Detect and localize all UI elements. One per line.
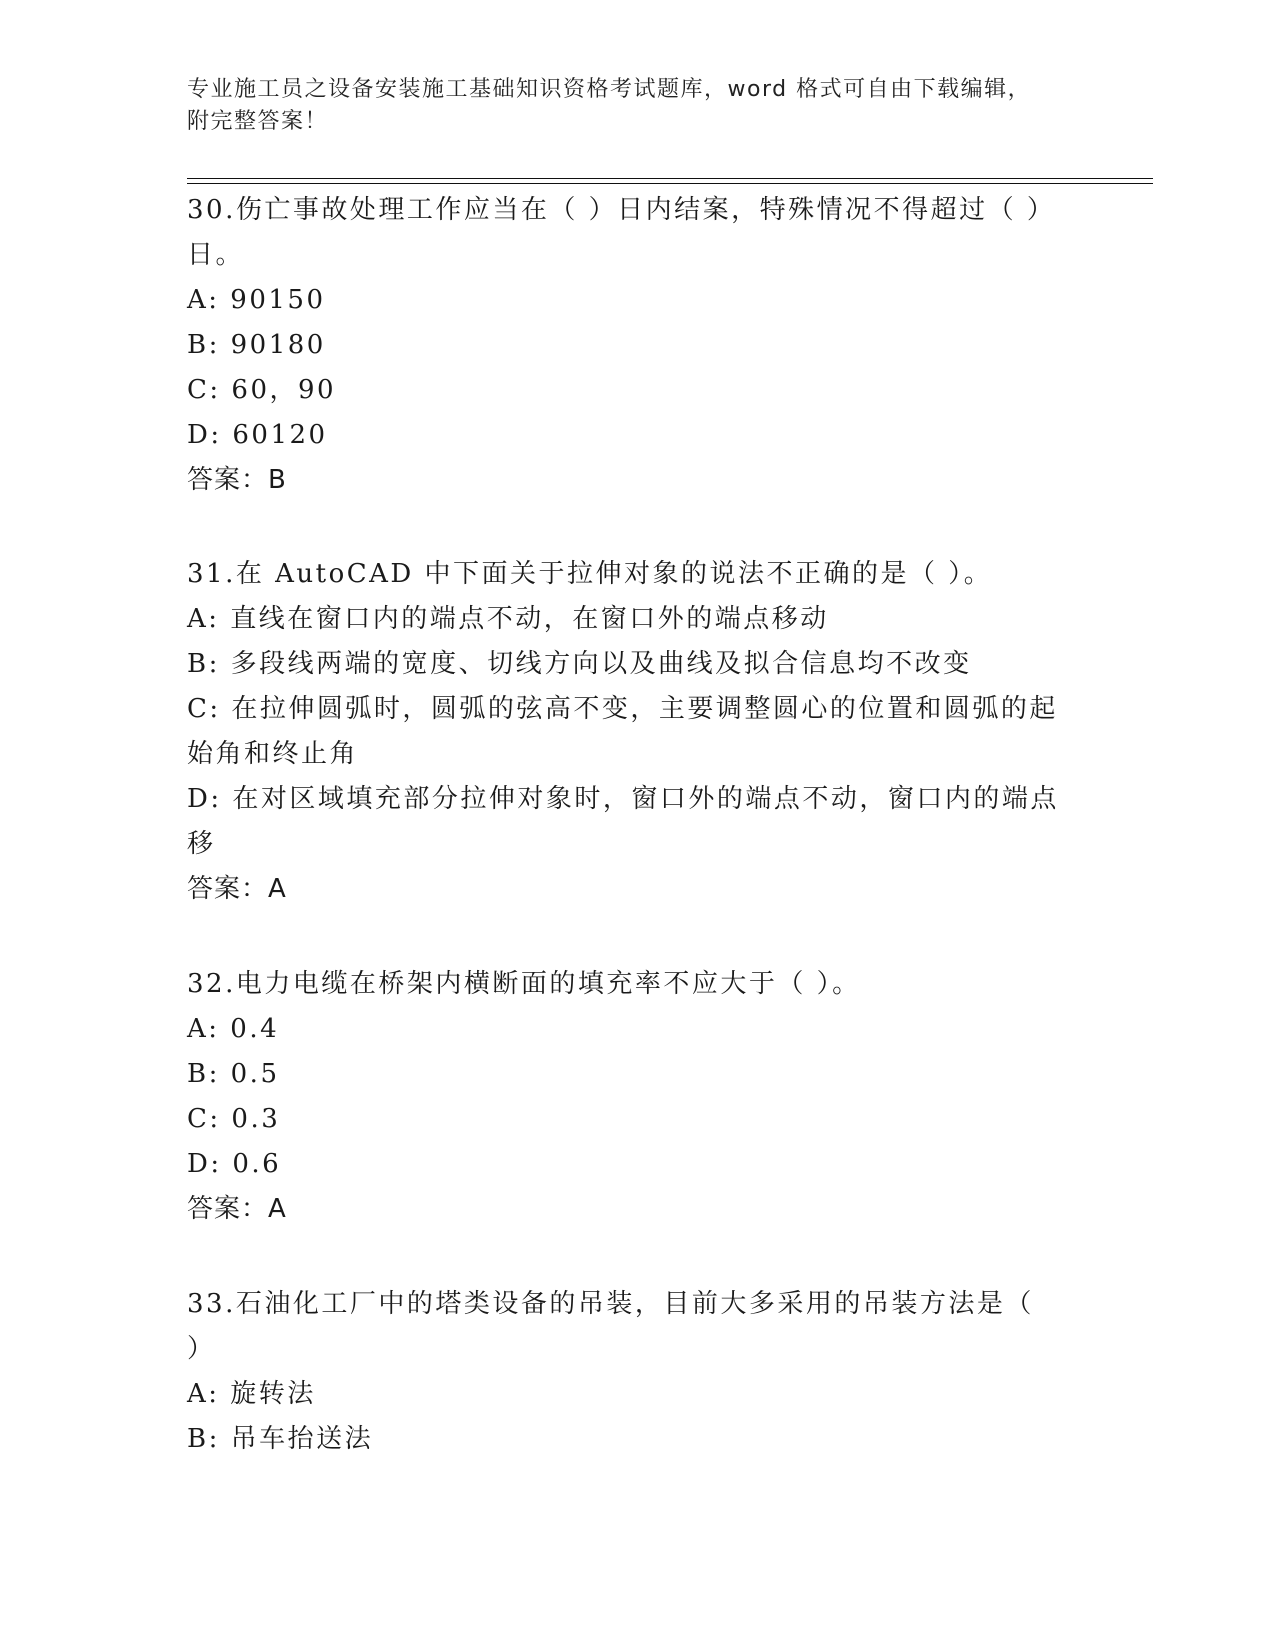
option-c-continued: 始角和终止角 (187, 739, 359, 769)
header-line-1: 专业施工员之设备安装施工基础知识资格考试题库，word 格式可自由下载编辑， (187, 77, 1032, 102)
question-31 (187, 552, 1087, 912)
header-rule-top (187, 178, 1153, 179)
option-d: D: 在对区域填充部分拉伸对象时，窗口外的端点不动，窗口内的端点 (187, 784, 1059, 814)
question-stem: 30.伤亡事故处理工作应当在（ ）日内结案，特殊情况不得超过（ ） (187, 195, 1056, 225)
option-d: D: 60120 (187, 420, 328, 450)
document-header (187, 74, 1087, 138)
question-stem-continued: ） (187, 1334, 216, 1364)
option-a: A: 直线在窗口内的端点不动，在窗口外的端点移动 (187, 604, 829, 634)
header-line-2: 附完整答案！ (187, 109, 329, 134)
option-a: A: 90150 (187, 285, 326, 315)
option-a: A: 0.4 (187, 1014, 280, 1044)
option-b: B: 90180 (187, 330, 326, 360)
question-stem-continued: 日。 (187, 240, 245, 270)
question-stem: 32.电力电缆在桥架内横断面的填充率不应大于（ ）。 (187, 969, 861, 999)
header-rule-bottom (187, 183, 1153, 184)
question-32 (187, 962, 1087, 1232)
question-30 (187, 188, 1087, 503)
option-c: C: 在拉伸圆弧时，圆弧的弦高不变，主要调整圆心的位置和圆弧的起 (187, 694, 1058, 724)
option-c: C: 0.3 (187, 1104, 281, 1134)
question-stem: 33.石油化工厂中的塔类设备的吊装，目前大多采用的吊装方法是（ (187, 1289, 1034, 1319)
option-c: C: 60，90 (187, 375, 337, 405)
option-b: B: 多段线两端的宽度、切线方向以及曲线及拟合信息均不改变 (187, 649, 972, 679)
option-d: D: 0.6 (187, 1149, 282, 1179)
option-d-continued: 移 (187, 829, 216, 859)
question-stem: 31.在 AutoCAD 中下面关于拉伸对象的说法不正确的是（ ）。 (187, 559, 993, 589)
option-b: B: 吊车抬送法 (187, 1424, 374, 1454)
question-33 (187, 1282, 1087, 1462)
answer: 答案：B (187, 465, 287, 495)
option-a: A: 旋转法 (187, 1379, 316, 1409)
answer: 答案：A (187, 874, 287, 904)
answer: 答案：A (187, 1194, 287, 1224)
option-b: B: 0.5 (187, 1059, 280, 1089)
